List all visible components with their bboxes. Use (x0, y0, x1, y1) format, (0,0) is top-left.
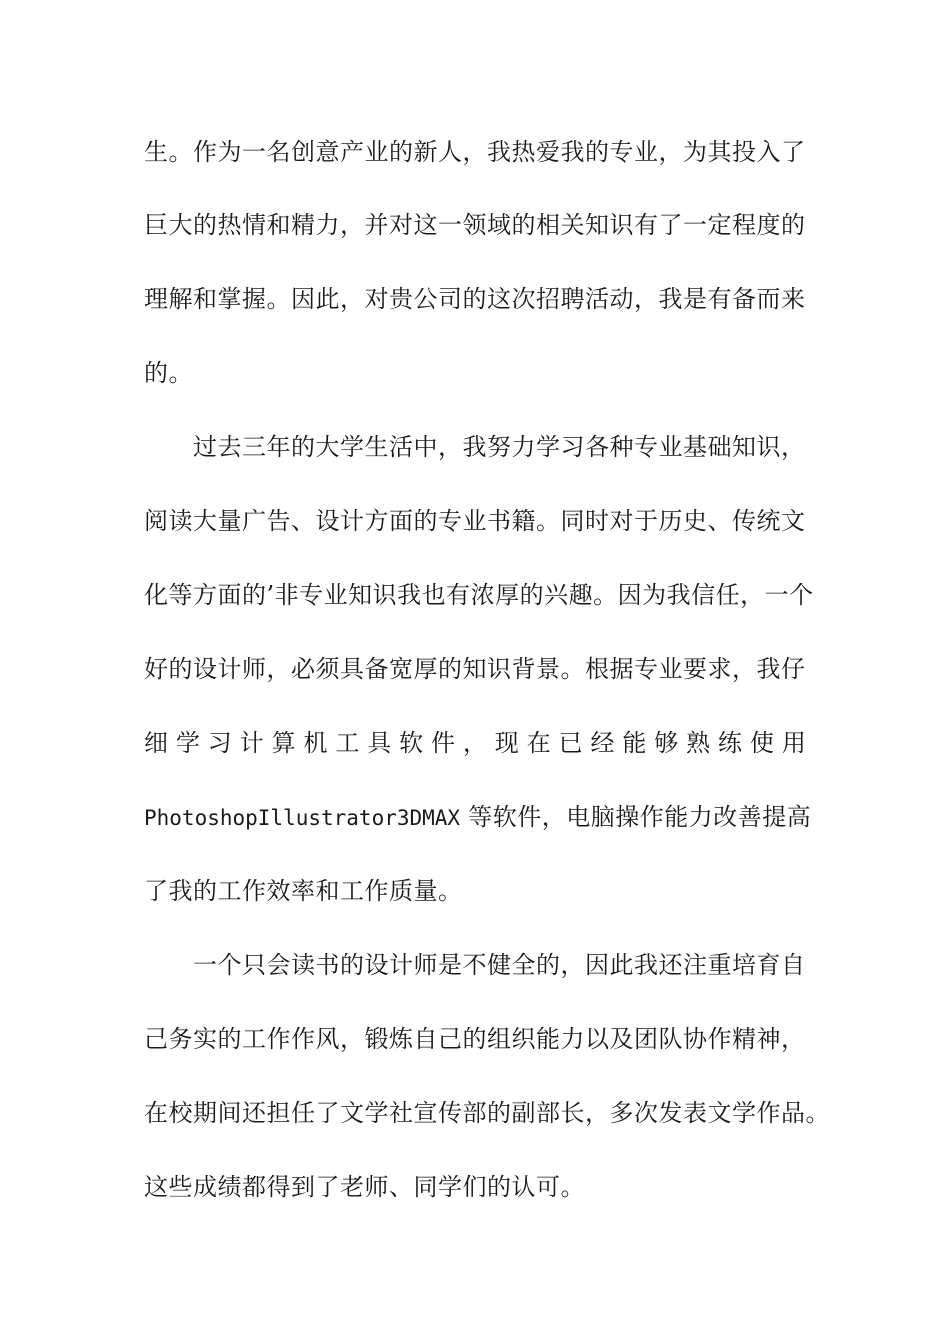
text-line: 的。 (144, 359, 193, 387)
text-line: 生。作为一名创意产业的新人，我热爱我的专业，为其投入了 (144, 138, 806, 166)
text-line: 己务实的工作作风，锻炼自己的组织能力以及团队协作精神， (144, 1025, 806, 1053)
glyph: 熟 (686, 729, 711, 757)
glyph: 用 (781, 729, 806, 757)
glyph: 计 (239, 729, 264, 757)
software-names: PhotoshopIllustrator3DMAX (144, 806, 461, 830)
glyph: 机 (303, 729, 328, 757)
justified-text-line (144, 728, 806, 758)
glyph: 现 (494, 729, 519, 757)
paragraph-first-line: 过去三年的大学生活中，我努力学习各种专业基础知识， (144, 433, 806, 461)
glyph: 工 (335, 729, 360, 757)
text-line (144, 802, 811, 833)
text-line: 了我的工作效率和工作质量。 (144, 877, 463, 905)
glyph: 习 (207, 729, 232, 757)
text-line: 这些成绩都得到了老师、同学们的认可。 (144, 1173, 585, 1201)
text-line: 在校期间还担任了文学社宣传部的副部长，多次发表文学作品。 (144, 1099, 830, 1127)
text-line: 巨大的热情和精力，并对这一领域的相关知识有了一定程度的 (144, 211, 806, 239)
glyph: 够 (654, 729, 679, 757)
glyph: ， (462, 729, 487, 757)
glyph: 算 (271, 729, 296, 757)
glyph: 细 (144, 729, 168, 757)
paragraph-first-line: 一个只会读书的设计师是不健全的，因此我还注重培育自 (144, 951, 806, 979)
glyph: 经 (590, 729, 615, 757)
text-line: 化等方面的’非专业知识我也有浓厚的兴趣。因为我信任，一个 (144, 581, 814, 609)
glyph: 已 (558, 729, 583, 757)
text-line: 好的设计师，必须具备宽厚的知识背景。根据专业要求，我仔 (144, 655, 806, 683)
glyph: 练 (718, 729, 743, 757)
glyph: 软 (399, 729, 424, 757)
glyph: 能 (622, 729, 647, 757)
text-line: 理解和掌握。因此，对贵公司的这次招聘活动，我是有备而来 (144, 285, 806, 313)
glyph: 件 (431, 729, 456, 757)
glyph: 具 (367, 729, 392, 757)
glyph: 学 (175, 729, 200, 757)
text-line-tail: 等软件，电脑操作能力改善提高 (468, 803, 812, 831)
text-line: 阅读大量广告、设计方面的专业书籍。同时对于历史、传统文 (144, 507, 806, 535)
glyph: 在 (526, 729, 551, 757)
glyph: 使 (749, 729, 774, 757)
